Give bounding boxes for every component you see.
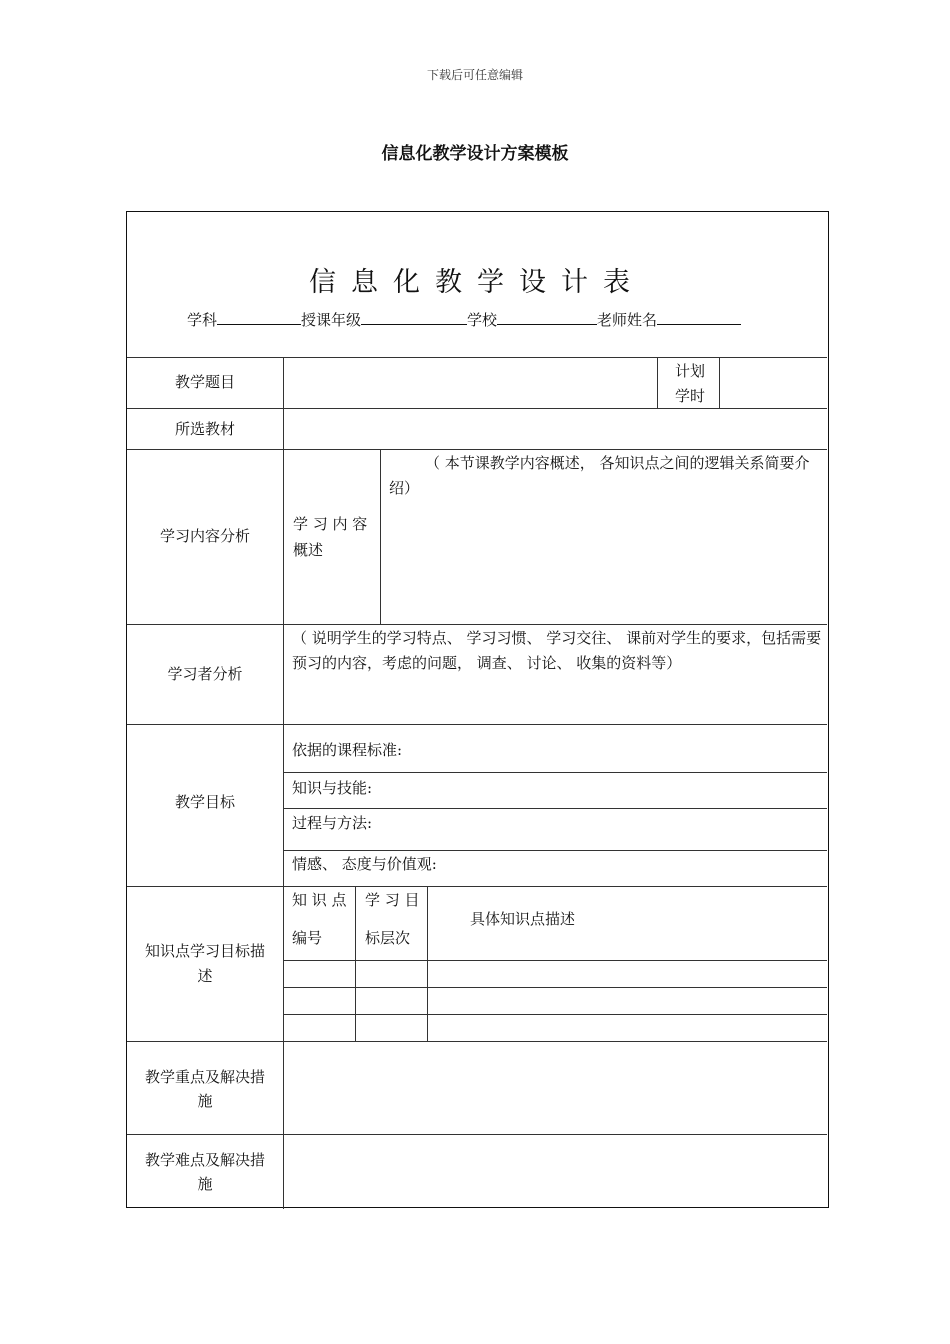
kp-col3-header: 具体知识点描述 [470, 910, 576, 928]
row-divider [127, 1041, 827, 1042]
goal-standard: 依据的课程标准: [292, 741, 403, 759]
textbook-label: 所选教材 [174, 420, 235, 438]
kp-row-divider [283, 987, 827, 988]
plan-hours-divider [719, 357, 720, 408]
row-divider [127, 1134, 827, 1135]
grade-label: 授课年级 [301, 311, 362, 329]
teacher-blank[interactable] [657, 308, 741, 325]
learner-hint: （ 说明学生的学习特点、 学习习惯、 学习交往、 课前对学生的要求，包括需要预习的内容，考虑的问题， 调查、 讨论、 收集的资料等） [292, 629, 822, 672]
content-overview-divider [380, 449, 381, 624]
kp-column-divider [427, 886, 428, 1041]
kp-col2-header-1: 学 习 目 [365, 891, 420, 909]
row-divider [127, 724, 827, 725]
row-divider [127, 449, 827, 450]
plan-hours-label-1: 计划 [675, 362, 706, 380]
row-divider [127, 624, 827, 625]
learner-label: 学习者分析 [167, 665, 243, 683]
content-analysis-label: 学习内容分析 [159, 527, 250, 545]
row-divider [127, 886, 827, 887]
content-overview-label-2: 概述 [293, 541, 324, 559]
subject-label: 学科 [187, 311, 218, 329]
key-points-label-1: 教学重点及解决措 [144, 1068, 265, 1086]
kp-row-divider [283, 1014, 827, 1015]
label-column-divider [283, 357, 284, 1209]
row-divider [127, 357, 827, 358]
content-overview-label-1: 学 习 内 容 [293, 515, 368, 533]
plan-hours-divider [657, 357, 658, 408]
teacher-label: 老师姓名 [597, 311, 658, 329]
grade-blank[interactable] [361, 308, 467, 325]
difficult-points-label-1: 教学难点及解决措 [144, 1151, 265, 1169]
goal-process: 过程与方法: [292, 814, 373, 832]
kp-col1-header-2: 编号 [292, 929, 323, 947]
row-divider [127, 408, 827, 409]
content-hint: （ 本节课教学内容概述， 各知识点之间的逻辑关系简要介绍） [389, 454, 810, 497]
header-note: 下载后可任意编辑 [426, 68, 523, 82]
document-title: 信息化教学设计方案模板 [381, 144, 569, 164]
school-label: 学校 [467, 311, 498, 329]
kp-label-1: 知识点学习目标描 [144, 942, 265, 960]
goal-knowledge: 知识与技能: [292, 779, 373, 797]
goal-emotion: 情感、 态度与价值观: [292, 855, 437, 873]
kp-col2-header-2: 标层次 [365, 929, 411, 947]
difficult-points-label-2: 施 [197, 1175, 213, 1193]
goal-divider [283, 850, 827, 851]
subject-blank[interactable] [217, 308, 301, 325]
form-title: 信息化教学设计表 [309, 267, 645, 298]
teaching-design-form [126, 211, 829, 1208]
kp-label-2: 述 [197, 967, 213, 985]
kp-column-divider [355, 886, 356, 1041]
plan-hours-label-2: 学时 [675, 387, 706, 405]
kp-row-divider [283, 960, 827, 961]
kp-col1-header-1: 知 识 点 [292, 891, 347, 909]
key-points-label-2: 施 [197, 1092, 213, 1110]
topic-label: 教学题目 [174, 373, 235, 391]
school-blank[interactable] [497, 308, 597, 325]
goal-divider [283, 772, 827, 773]
goal-divider [283, 808, 827, 809]
goal-label: 教学目标 [174, 793, 235, 811]
form-meta-row [187, 308, 741, 330]
